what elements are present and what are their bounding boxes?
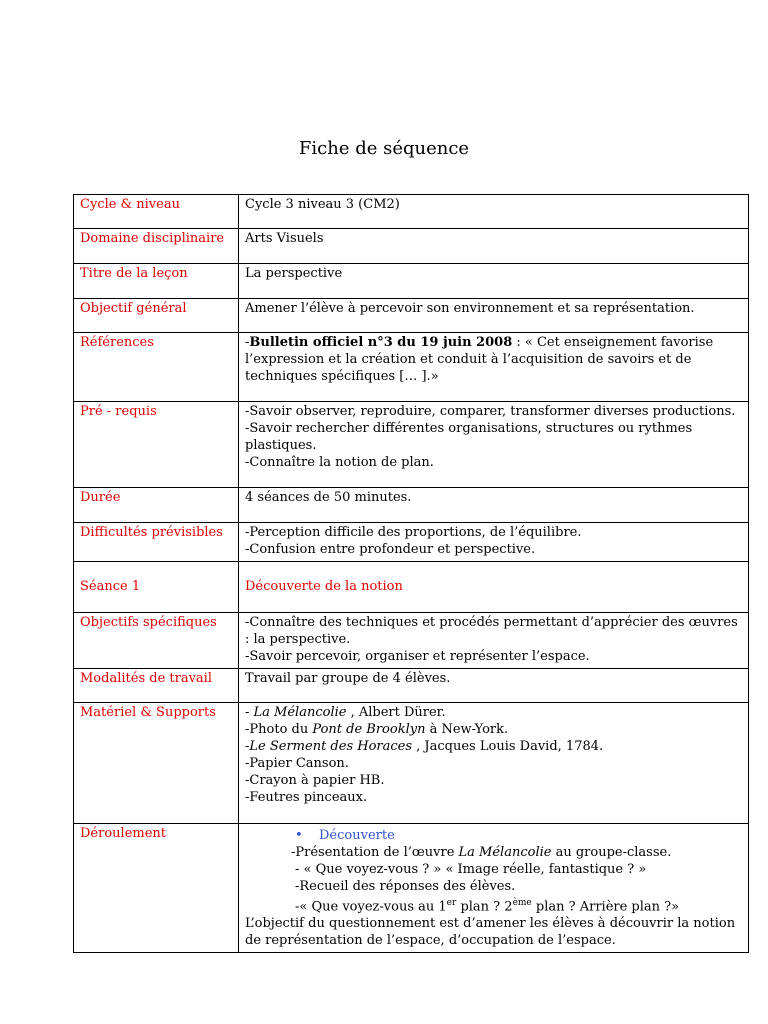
table-row <box>74 523 749 562</box>
table-row <box>74 562 749 613</box>
row-value-deroulement <box>239 824 749 953</box>
row-label-modalites: Modalités de travail <box>74 669 239 703</box>
artwork-title: Pont de Brooklyn <box>312 722 426 737</box>
deroulement-heading: • Découverte <box>295 828 395 843</box>
row-label-deroulement: Déroulement <box>74 824 239 953</box>
materiel-line: -Crayon à papier HB. <box>245 773 385 788</box>
row-label-prerequis: Pré - requis <box>74 402 239 488</box>
row-value-titre: La perspective <box>239 264 749 299</box>
materiel-line: -Photo du Pont de Brooklyn à New-York. <box>245 722 509 737</box>
row-value-prerequis <box>239 402 749 488</box>
table-row <box>74 195 749 229</box>
row-value-modalites: Travail par groupe de 4 élèves. <box>239 669 749 703</box>
row-label-difficultes: Difficultés prévisibles <box>74 523 239 562</box>
prerequis-line: -Savoir observer, reproduire, comparer, transformer diverses productions. <box>245 404 736 419</box>
row-label-domaine: Domaine disciplinaire <box>74 229 239 264</box>
table-row <box>74 229 749 264</box>
references-bold: Bulletin officiel n°3 du 19 juin 2008 <box>249 335 513 350</box>
table-row <box>74 333 749 402</box>
row-value-materiel <box>239 703 749 824</box>
sequence-table <box>73 194 749 953</box>
deroulement-line: L’objectif du questionnement est d’amener les élèves à découvrir la notion de représentation de l’espace, d’occupation de l’espace. <box>245 916 736 949</box>
row-value-cycle: Cycle 3 niveau 3 (CM2) <box>239 195 749 229</box>
objectif-specifique-line: -Connaître des techniques et procédés permettant d’apprécier des œuvres : la perspective. <box>245 615 738 647</box>
row-label-duree: Durée <box>74 488 239 523</box>
materiel-line: -Papier Canson. <box>245 756 349 771</box>
row-value-objectifs-specifiques <box>239 613 749 669</box>
deroulement-line: -Présentation de l’œuvre La Mélancolie au groupe-classe. <box>291 845 672 860</box>
prerequis-line: -Savoir rechercher différentes organisations, structures ou rythmes plastiques. <box>245 421 693 453</box>
table-row <box>74 824 749 953</box>
table-row <box>74 703 749 824</box>
table-row <box>74 264 749 299</box>
objectif-specifique-line: -Savoir percevoir, organiser et représenter l’espace. <box>245 649 590 664</box>
row-value-references <box>239 333 749 402</box>
table-row <box>74 299 749 333</box>
page-title: Fiche de séquence <box>298 138 470 159</box>
row-label-references: Références <box>74 333 239 402</box>
row-value-objectif: Amener l’élève à percevoir son environnement et sa représentation. <box>239 299 749 333</box>
row-value-duree: 4 séances de 50 minutes. <box>239 488 749 523</box>
row-label-materiel: Matériel & Supports <box>74 703 239 824</box>
materiel-line: - La Mélancolie , Albert Dürer. <box>245 705 446 720</box>
difficulte-line: -Confusion entre profondeur et perspective. <box>245 542 536 557</box>
references-prefix: - <box>245 335 250 350</box>
row-label-objectif: Objectif général <box>74 299 239 333</box>
row-label-cycle: Cycle & niveau <box>74 195 239 229</box>
references-text: : « Cet enseignement favorise l’expression et la création et conduit à l’acquisition de savoirs et de techniques spécifiques [… ].» <box>245 335 714 384</box>
table-row <box>74 613 749 669</box>
materiel-line: -Le Serment des Horaces , Jacques Louis David, 1784. <box>245 739 604 754</box>
difficulte-line: -Perception difficile des proportions, de l’équilibre. <box>245 525 582 540</box>
row-value-domaine: Arts Visuels <box>239 229 749 264</box>
artwork-title: La Mélancolie <box>458 845 552 860</box>
deroulement-line: -Recueil des réponses des élèves. <box>295 879 516 894</box>
table-row <box>74 669 749 703</box>
row-value-seance: Découverte de la notion <box>239 562 749 613</box>
table-row <box>74 488 749 523</box>
bullet-icon: • <box>295 828 303 843</box>
table-row <box>74 402 749 488</box>
artwork-title: La Mélancolie <box>253 705 347 720</box>
deroulement-line: -« Que voyez-vous au 1er plan ? 2ème plan ? Arrière plan ?» <box>295 898 680 915</box>
row-label-titre: Titre de la leçon <box>74 264 239 299</box>
row-label-objectifs-specifiques: Objectifs spécifiques <box>74 613 239 669</box>
deroulement-line: - « Que voyez-vous ? » « Image réelle, fantastique ? » <box>295 862 647 877</box>
prerequis-line: -Connaître la notion de plan. <box>245 455 434 470</box>
row-label-seance: Séance 1 <box>74 562 239 613</box>
artwork-title: Le Serment des Horaces <box>249 739 413 754</box>
row-value-difficultes <box>239 523 749 562</box>
materiel-line: -Feutres pinceaux. <box>245 790 368 805</box>
